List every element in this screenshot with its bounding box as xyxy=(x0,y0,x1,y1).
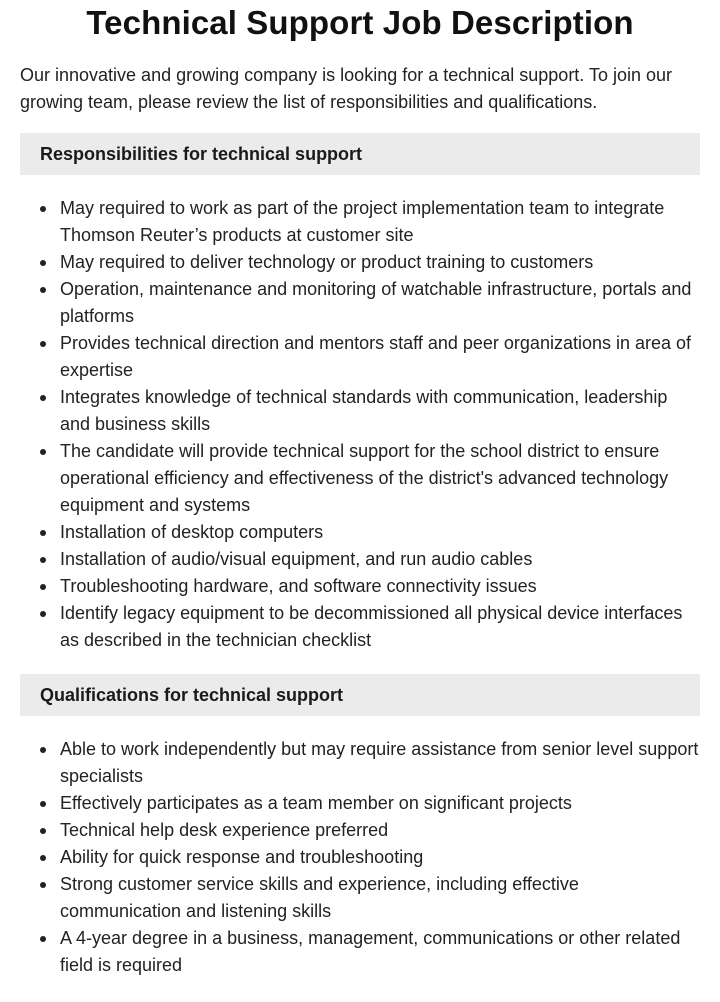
bullet-icon xyxy=(40,341,46,347)
list-item xyxy=(60,195,700,249)
intro-paragraph: Our innovative and growing company is looking for a technical support. To join our growing team, please review the list of responsibilities and qualifications. xyxy=(20,65,673,112)
list-item xyxy=(60,573,700,600)
list-item-text: Troubleshooting hardware, and software connectivity issues xyxy=(60,576,537,596)
list-item-text: Identify legacy equipment to be decommissioned all physical device interfaces as described in the technician checklist xyxy=(60,603,683,650)
list-item-text: Provides technical direction and mentors staff and peer organizations in area of expertise xyxy=(60,333,692,380)
list-item xyxy=(60,736,700,790)
list-item xyxy=(60,519,700,546)
list-item xyxy=(60,925,700,979)
bullet-icon xyxy=(40,747,46,753)
list-item xyxy=(60,844,700,871)
bullet-icon xyxy=(40,882,46,888)
bullet-icon xyxy=(40,828,46,834)
page-title: Technical Support Job Description xyxy=(86,4,634,41)
list-item xyxy=(60,438,700,519)
list-item xyxy=(60,384,700,438)
list-item xyxy=(60,276,700,330)
list-item-text: Ability for quick response and troubleshooting xyxy=(60,847,424,867)
list-item-text: Able to work independently but may require assistance from senior level support specialists xyxy=(60,739,699,786)
bullet-icon xyxy=(40,936,46,942)
list-item-text: The candidate will provide technical support for the school district to ensure operational efficiency and effectiveness of the district's advanced technology equipment and systems xyxy=(60,441,669,515)
list-item-text: May required to deliver technology or product training to customers xyxy=(60,252,594,272)
list-item-text: Strong customer service skills and experience, including effective communication and listening skills xyxy=(60,874,579,921)
bullet-icon xyxy=(40,449,46,455)
list-item xyxy=(60,871,700,925)
bullet-icon xyxy=(40,287,46,293)
qualifications-list xyxy=(20,736,700,979)
bullet-icon xyxy=(40,855,46,861)
list-item-text: Integrates knowledge of technical standards with communication, leadership and business skills xyxy=(60,387,668,434)
list-item xyxy=(60,790,700,817)
list-item-text: Installation of audio/visual equipment, and run audio cables xyxy=(60,549,533,569)
bullet-icon xyxy=(40,584,46,590)
responsibilities-list xyxy=(20,195,700,654)
bullet-icon xyxy=(40,206,46,212)
list-item xyxy=(60,600,700,654)
list-item-text: Effectively participates as a team member on significant projects xyxy=(60,793,572,813)
responsibilities-heading: Responsibilities for technical support xyxy=(20,133,700,175)
list-item-text: Technical help desk experience preferred xyxy=(60,820,389,840)
bullet-icon xyxy=(40,395,46,401)
qualifications-heading: Qualifications for technical support xyxy=(20,674,700,716)
bullet-icon xyxy=(40,801,46,807)
list-item xyxy=(60,817,700,844)
list-item xyxy=(60,546,700,573)
list-item-text: May required to work as part of the project implementation team to integrate Thomson Reuter’s products at customer site xyxy=(60,198,665,245)
list-item-text: A 4-year degree in a business, management, communications or other related field is required xyxy=(60,928,681,975)
list-item-text: Operation, maintenance and monitoring of watchable infrastructure, portals and platforms xyxy=(60,279,692,326)
list-item xyxy=(60,330,700,384)
bullet-icon xyxy=(40,260,46,266)
list-item xyxy=(60,249,700,276)
bullet-icon xyxy=(40,530,46,536)
bullet-icon xyxy=(40,557,46,563)
list-item-text: Installation of desktop computers xyxy=(60,522,324,542)
bullet-icon xyxy=(40,611,46,617)
